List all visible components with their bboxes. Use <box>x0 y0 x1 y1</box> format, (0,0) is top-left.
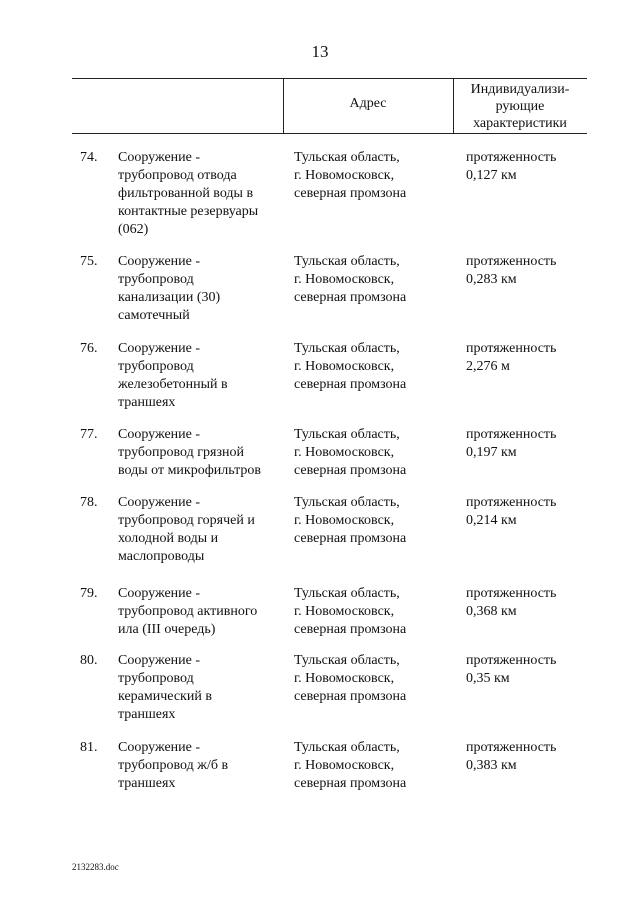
object-name-line: канализации (30) <box>118 290 221 305</box>
object-characteristic <box>466 652 606 688</box>
header-characteristics-line: рующие <box>495 99 545 114</box>
object-name-line: трубопровод <box>118 359 194 374</box>
object-name-line: железобетонный в <box>118 377 228 392</box>
object-characteristic-line: протяженность <box>466 341 557 356</box>
row-number: 81. <box>80 740 98 755</box>
object-name <box>118 652 278 724</box>
object-name <box>118 739 278 793</box>
row-number: 77. <box>80 427 98 442</box>
object-name-line: трубопровод <box>118 272 194 287</box>
object-name-line: холодной воды и <box>118 531 219 546</box>
object-characteristic <box>466 340 606 376</box>
object-name-line: фильтрованной воды в <box>118 186 254 201</box>
object-name <box>118 149 278 239</box>
object-name-line: трубопровод активного <box>118 604 258 619</box>
object-name-line: самотечный <box>118 308 190 323</box>
table-header <box>72 78 587 134</box>
object-address-line: г. Новомосковск, <box>294 272 395 287</box>
object-characteristic <box>466 494 606 530</box>
object-characteristic-line: протяженность <box>466 150 557 165</box>
object-address-line: г. Новомосковск, <box>294 359 395 374</box>
object-characteristic-line: 0,383 км <box>466 758 517 773</box>
object-address-line: северная промзона <box>294 290 407 305</box>
header-characteristics-line: Индивидуализи- <box>470 82 570 97</box>
object-name <box>118 585 278 639</box>
object-name-line: Сооружение - <box>118 427 201 442</box>
header-address: Адрес <box>349 96 387 111</box>
object-address <box>294 149 444 203</box>
object-characteristic-line: 0,214 км <box>466 513 517 528</box>
object-address-line: Тульская область, <box>294 495 400 510</box>
object-characteristic <box>466 739 606 775</box>
page-number: 13 <box>311 42 329 61</box>
object-address-line: Тульская область, <box>294 427 400 442</box>
object-address-line: Тульская область, <box>294 653 400 668</box>
object-name-line: воды от микрофильтров <box>118 463 262 478</box>
object-address-line: г. Новомосковск, <box>294 604 395 619</box>
object-characteristic <box>466 585 606 621</box>
object-name-line: контактные резервуары <box>118 204 259 219</box>
row-number: 74. <box>80 150 98 165</box>
object-characteristic <box>466 149 606 185</box>
object-address-line: северная промзона <box>294 377 407 392</box>
object-address <box>294 739 444 793</box>
object-address-line: г. Новомосковск, <box>294 671 395 686</box>
object-address <box>294 426 444 480</box>
object-address <box>294 585 444 639</box>
object-name-line: Сооружение - <box>118 740 201 755</box>
object-characteristic-line: протяженность <box>466 653 557 668</box>
object-address-line: Тульская область, <box>294 341 400 356</box>
object-address-line: северная промзона <box>294 776 407 791</box>
object-characteristic-line: 0,283 км <box>466 272 517 287</box>
row-number: 80. <box>80 653 98 668</box>
object-address-line: северная промзона <box>294 463 407 478</box>
object-address-line: Тульская область, <box>294 586 400 601</box>
object-name-line: трубопровод <box>118 671 194 686</box>
object-name-line: керамический в <box>118 689 212 704</box>
object-name <box>118 253 278 325</box>
object-address <box>294 253 444 307</box>
object-name <box>118 494 278 566</box>
object-address-line: северная промзона <box>294 531 407 546</box>
object-characteristic-line: 0,35 км <box>466 671 510 686</box>
object-name-line: Сооружение - <box>118 653 201 668</box>
object-address-line: Тульская область, <box>294 740 400 755</box>
object-name-line: Сооружение - <box>118 150 201 165</box>
object-name-line: трубопровод ж/б в <box>118 758 229 773</box>
row-number: 76. <box>80 341 98 356</box>
object-name <box>118 340 278 412</box>
header-characteristics-line: характеристики <box>473 116 567 131</box>
object-name-line: маслопроводы <box>118 549 205 564</box>
object-characteristic-line: протяженность <box>466 586 557 601</box>
object-name-line: ила (III очередь) <box>118 622 216 637</box>
object-characteristic-line: 2,276 м <box>466 359 510 374</box>
object-characteristic-line: протяженность <box>466 740 557 755</box>
object-address-line: г. Новомосковск, <box>294 445 395 460</box>
object-address <box>294 652 444 706</box>
object-characteristic <box>466 426 606 462</box>
object-address-line: Тульская область, <box>294 150 400 165</box>
object-address-line: северная промзона <box>294 689 407 704</box>
row-number: 79. <box>80 586 98 601</box>
object-name-line: трубопровод грязной <box>118 445 244 460</box>
object-name-line: трубопровод отвода <box>118 168 237 183</box>
object-name-line: Сооружение - <box>118 341 201 356</box>
object-name-line: (062) <box>118 222 149 237</box>
object-name <box>118 426 278 480</box>
object-address-line: г. Новомосковск, <box>294 513 395 528</box>
object-name-line: Сооружение - <box>118 586 201 601</box>
object-characteristic <box>466 253 606 289</box>
object-address <box>294 494 444 548</box>
object-characteristic-line: протяженность <box>466 427 557 442</box>
object-characteristic-line: 0,368 км <box>466 604 517 619</box>
object-name-line: Сооружение - <box>118 495 201 510</box>
object-characteristic-line: 0,127 км <box>466 168 517 183</box>
object-address-line: Тульская область, <box>294 254 400 269</box>
object-address-line: северная промзона <box>294 186 407 201</box>
row-number: 75. <box>80 254 98 269</box>
object-name-line: траншеях <box>118 395 176 410</box>
object-characteristic-line: протяженность <box>466 254 557 269</box>
object-address-line: северная промзона <box>294 622 407 637</box>
object-address-line: г. Новомосковск, <box>294 758 395 773</box>
object-characteristic-line: протяженность <box>466 495 557 510</box>
object-address-line: г. Новомосковск, <box>294 168 395 183</box>
footer-filename: 2132283.doc <box>72 862 119 872</box>
object-name-line: Сооружение - <box>118 254 201 269</box>
object-characteristic-line: 0,197 км <box>466 445 517 460</box>
header-characteristics <box>453 81 587 132</box>
object-address <box>294 340 444 394</box>
object-name-line: траншеях <box>118 707 176 722</box>
object-name-line: траншеях <box>118 776 176 791</box>
row-number: 78. <box>80 495 98 510</box>
object-name-line: трубопровод горячей и <box>118 513 255 528</box>
